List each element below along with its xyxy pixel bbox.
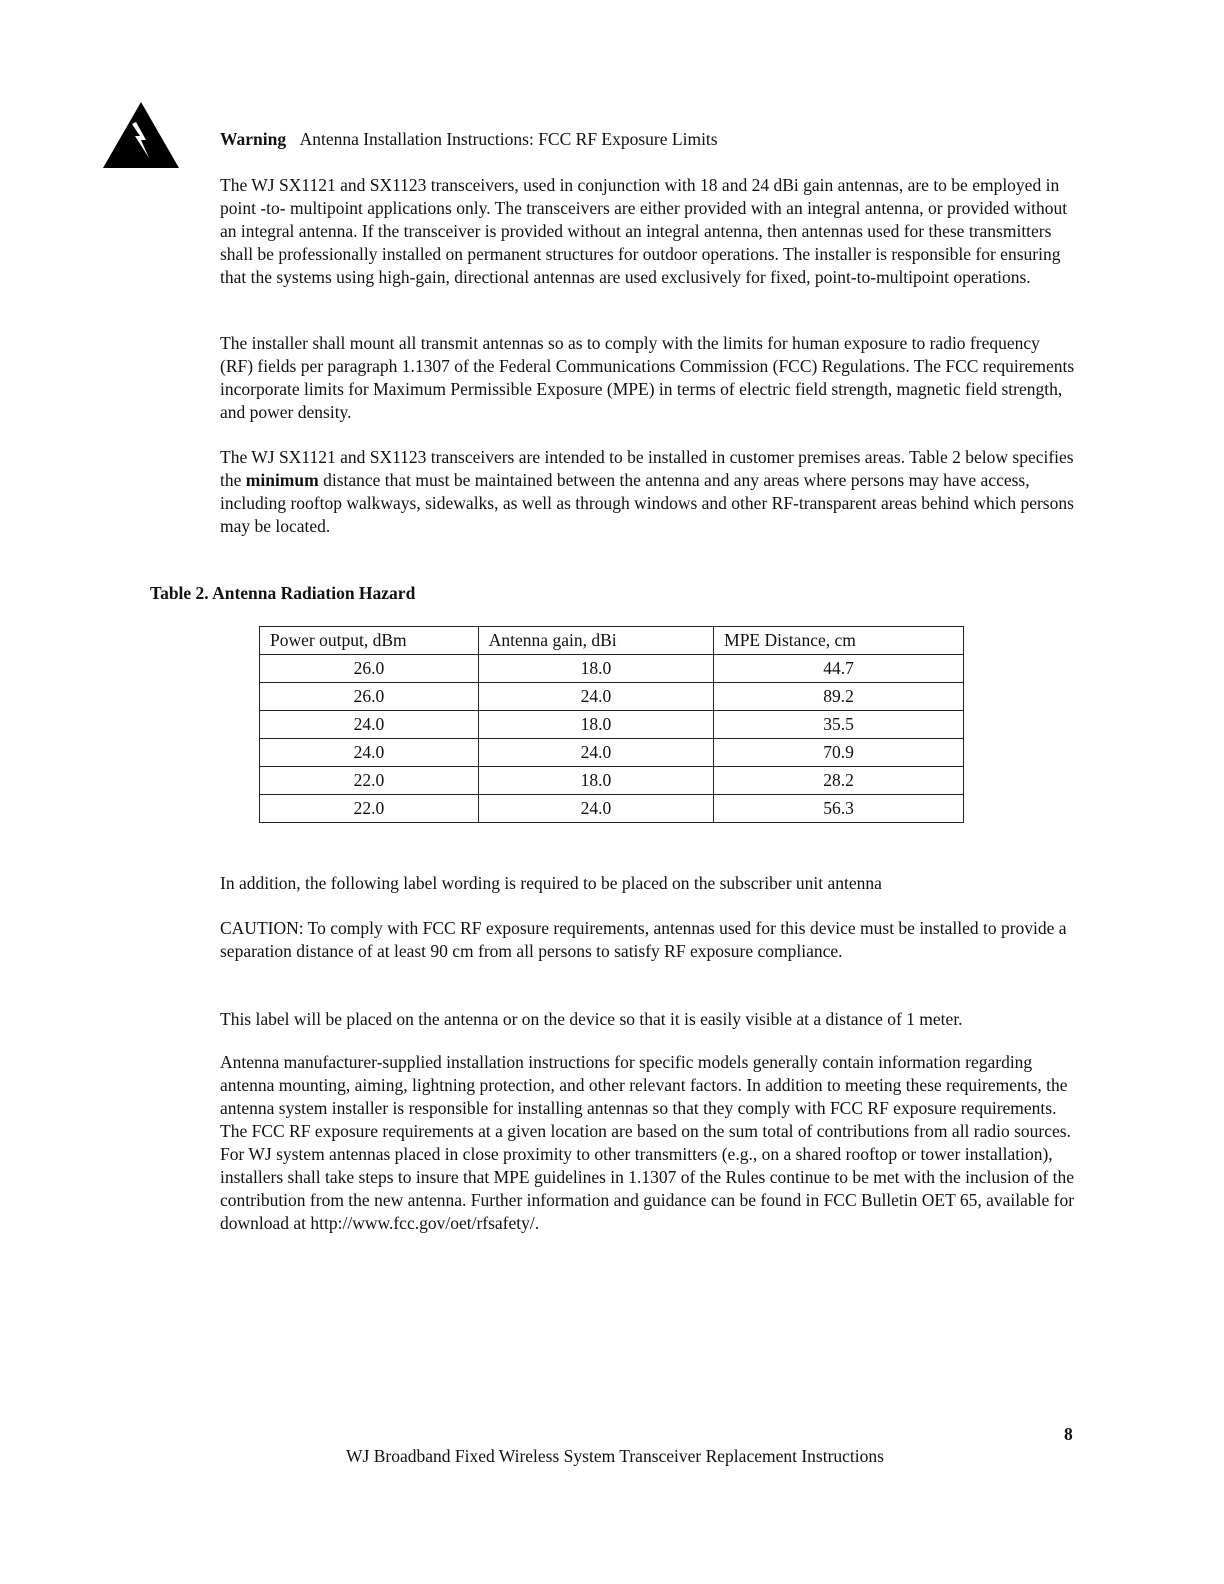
header-power-output: Power output, dBm [260, 627, 479, 655]
page-number: 8 [1064, 1424, 1073, 1444]
paragraph-intro: The WJ SX1121 and SX1123 transceivers, used in conjunction with 18 and 24 dBi gain antennas, are to be employed in point -to- multipoint applications only. The transceivers are either provided with an integral antenna, or provided without an integral antenna. If the transceiver is provided without an integral antenna, then antennas used for these transmitters shall be professionally installed on permanent structures for outdoor operations. The installer is responsible for ensuring that the systems using high-gain, directional antennas are used exclusively for fixed, point-to-multipoint operations. [220, 175, 1068, 287]
table-row [260, 655, 964, 683]
cell-power: 22.0 [260, 767, 479, 795]
cell-distance: 28.2 [714, 767, 964, 795]
radiation-hazard-table [259, 626, 964, 823]
table-header-row [260, 627, 964, 655]
cell-power: 26.0 [260, 683, 479, 711]
cell-distance: 35.5 [714, 711, 964, 739]
cell-gain: 18.0 [478, 767, 713, 795]
cell-gain: 24.0 [478, 739, 713, 767]
table-row [260, 767, 964, 795]
paragraph-manufacturer: Antenna manufacturer-supplied installation instructions for specific models generally contain information regarding antenna mounting, aiming, lightning protection, and other relevant factors. In addition to meeting these requirements, the antenna system installer is responsible for installing antennas so that they comply with FCC RF exposure requirements. The FCC RF exposure requirements at a given location are based on the sum total of contributions from all radio sources. For WJ system antennas placed in close proximity to other transmitters (e.g., on a shared rooftop or tower installation), installers shall take steps to insure that MPE guidelines in 1.1307 of the Rules continue to be met with the inclusion of the contribution from the new antenna. Further information and guidance can be found in FCC Bulletin OET 65, available for download at http://www.fcc.gov/oet/rfsafety/. [220, 1052, 1075, 1233]
warning-label: Warning [220, 129, 287, 149]
paragraph-installer: The installer shall mount all transmit antennas so as to comply with the limits for human exposure to radio frequency (RF) fields per paragraph 1.1307 of the Federal Communications Commission (FCC) Regulations. The FCC requirements incorporate limits for Maximum Permissible Exposure (MPE) in terms of electric field strength, magnetic field strength, and power density. [220, 333, 1075, 422]
heading-title: Antenna Installation Instructions: FCC RF Exposure Limits [299, 129, 718, 149]
table-row [260, 739, 964, 767]
paragraph-premises-start: The WJ SX1121 and SX1123 transceivers are intended to be installed in customer premises areas. Table 2 below specifies the [220, 447, 1074, 490]
cell-gain: 24.0 [478, 683, 713, 711]
cell-gain: 18.0 [478, 711, 713, 739]
cell-gain: 18.0 [478, 655, 713, 683]
table-title: Table 2. Antenna Radiation Hazard [150, 583, 416, 603]
paragraph-premises [220, 446, 1075, 538]
paragraph-caution: CAUTION: To comply with FCC RF exposure requirements, antennas used for this device must be installed to provide a separation distance of at least 90 cm from all persons to satisfy RF exposure compliance. [220, 918, 1067, 961]
cell-distance: 56.3 [714, 795, 964, 823]
cell-distance: 70.9 [714, 739, 964, 767]
paragraph-label-placement: This label will be placed on the antenna or on the device so that it is easily visible at a distance of 1 meter. [220, 1009, 963, 1029]
paragraph-premises-end: distance that must be maintained between the antenna and any areas where persons may have access, including rooftop walkways, sidewalks, as well as through windows and other RF-transparent areas behind which persons may be located. [220, 470, 1074, 536]
minimum-emphasis: minimum [245, 470, 319, 490]
table-row [260, 683, 964, 711]
footer-title: WJ Broadband Fixed Wireless System Transceiver Replacement Instructions [346, 1446, 884, 1466]
cell-distance: 44.7 [714, 655, 964, 683]
cell-power: 24.0 [260, 711, 479, 739]
cell-gain: 24.0 [478, 795, 713, 823]
cell-power: 24.0 [260, 739, 479, 767]
cell-power: 22.0 [260, 795, 479, 823]
cell-distance: 89.2 [714, 683, 964, 711]
paragraph-label-requirement: In addition, the following label wording is required to be placed on the subscriber unit antenna [220, 873, 882, 893]
cell-power: 26.0 [260, 655, 479, 683]
table-row [260, 711, 964, 739]
header-mpe-distance: MPE Distance, cm [714, 627, 964, 655]
table-row [260, 795, 964, 823]
warning-icon [103, 102, 179, 168]
header-antenna-gain: Antenna gain, dBi [478, 627, 713, 655]
warning-heading [220, 128, 718, 151]
